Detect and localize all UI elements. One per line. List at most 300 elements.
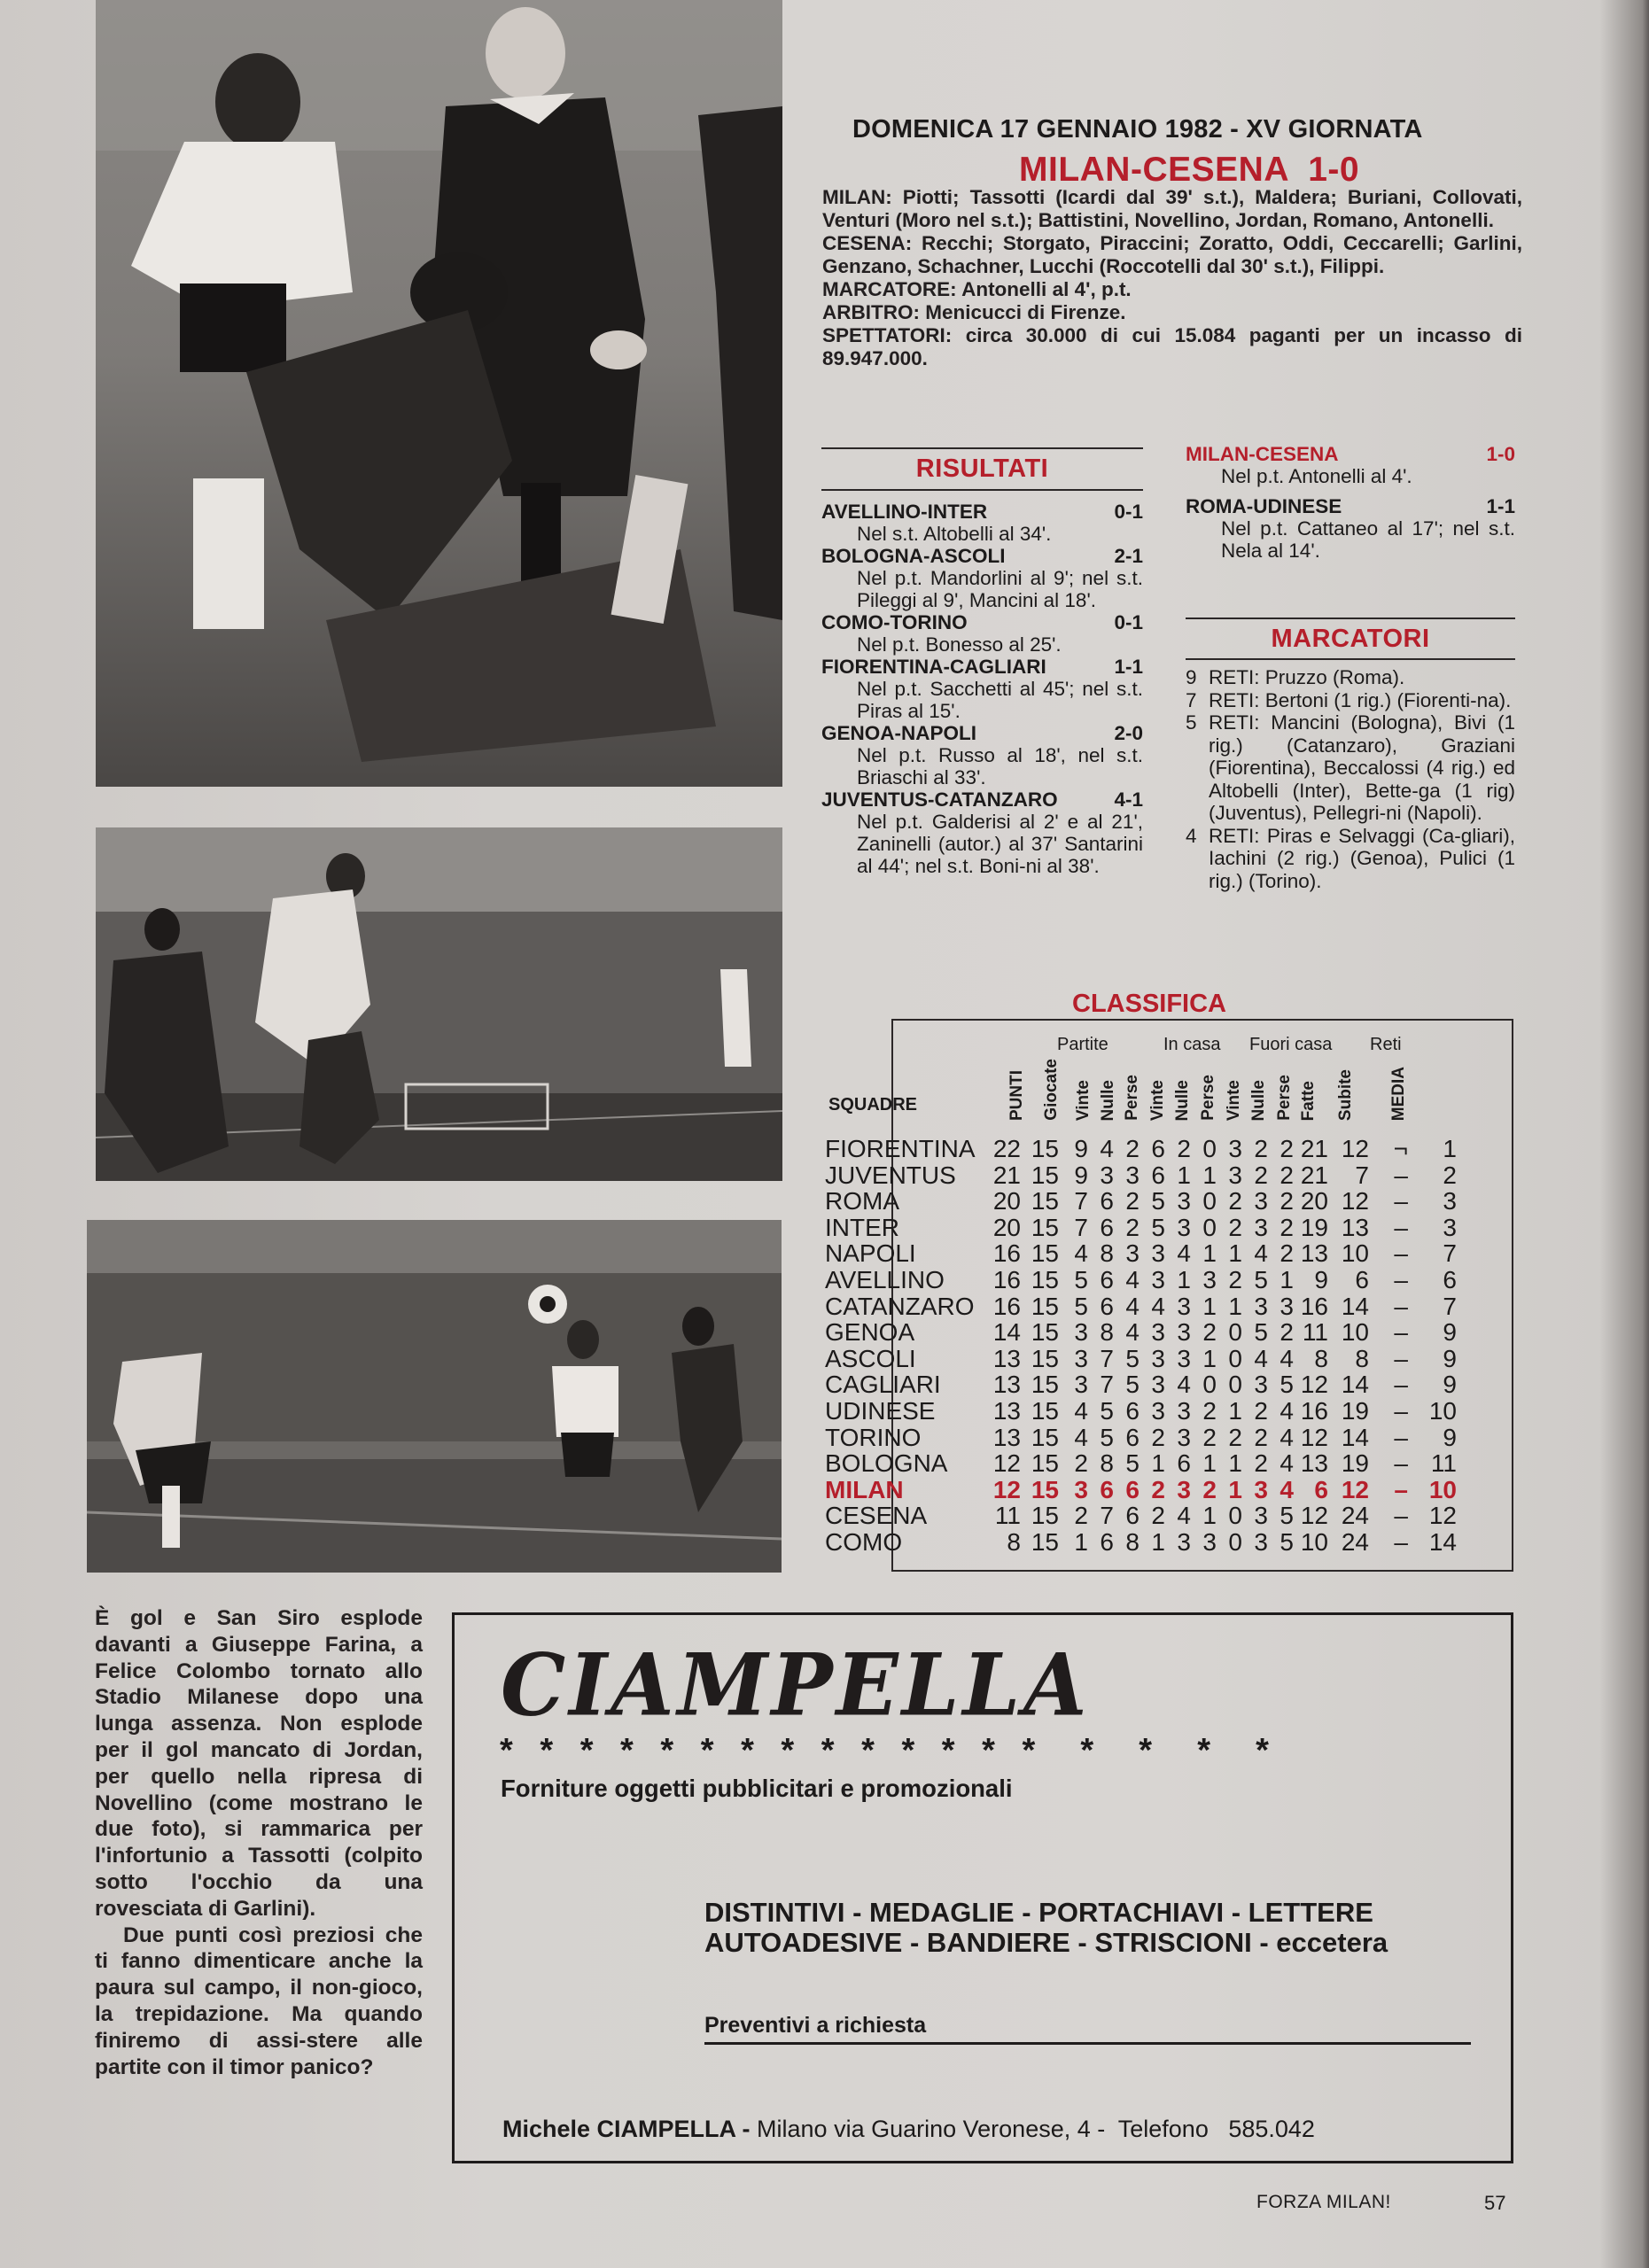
standings-cell: 1 (1202, 1502, 1217, 1530)
group-reti: Reti (1370, 1035, 1402, 1054)
standings-cell: 10 (1428, 1475, 1457, 1503)
scorer-names: RETI: Piras e Selvaggi (Ca-gliari), Iachini (2 rig.) (Genoa), Pulici (1 rig.) (Torino). (1209, 824, 1515, 892)
column-header: Perse (1199, 1075, 1217, 1121)
standings-cell: 4 (1074, 1396, 1088, 1425)
standings-cell: 3 (1125, 1161, 1140, 1189)
ad-contact-line (502, 2116, 1315, 2143)
standings-cell: 19 (1300, 1213, 1328, 1241)
standings-cell: 2 (1151, 1502, 1165, 1530)
classifica-table (825, 1136, 1457, 1556)
standings-cell: – (1394, 1213, 1408, 1241)
standings-cell: 3 (1202, 1265, 1217, 1293)
standings-cell: 15 (1031, 1344, 1059, 1372)
standings-cell: – (1394, 1318, 1408, 1347)
team-name: ROMA (825, 1187, 899, 1216)
standings-cell: 1 (1228, 1449, 1242, 1478)
marcatori-rule-top (1186, 617, 1515, 619)
result-match-row (821, 788, 1143, 811)
team-name: GENOA (825, 1318, 915, 1347)
goal-count: 4 (1186, 824, 1197, 847)
standings-cell: 4 (1125, 1265, 1140, 1293)
scorer-group (1186, 689, 1515, 712)
standings-cell: 12 (992, 1449, 1021, 1478)
standings-cell: 15 (1031, 1475, 1059, 1503)
standings-cell: 3 (1228, 1135, 1242, 1162)
standings-cell: 22 (992, 1135, 1021, 1162)
column-header: MEDIA (1389, 1066, 1408, 1121)
standings-cell: 1 (1202, 1292, 1217, 1320)
risultati-rule-top (821, 447, 1143, 449)
standings-cell: 12 (1300, 1371, 1328, 1399)
standings-cell: 15 (1031, 1213, 1059, 1241)
spectators-line: SPETTATORI: circa 30.000 di cui 15.084 paganti per un incasso di 89.947.000. (822, 324, 1522, 369)
standings-cell: 3 (1254, 1213, 1268, 1241)
marcatori-rule-bottom (1186, 658, 1515, 660)
standings-cell: 13 (1300, 1449, 1328, 1478)
standings-cell: 3 (1177, 1344, 1191, 1372)
result-match-row (1186, 495, 1515, 517)
standings-cell: 1 (1228, 1475, 1242, 1503)
standings-cell: 1 (1228, 1239, 1242, 1268)
scorer-group (1186, 825, 1515, 893)
standings-cell: 2 (1202, 1423, 1217, 1451)
result-teams: COMO-TORINO (821, 611, 968, 633)
group-partite: Partite (1057, 1035, 1108, 1054)
standings-cell: 4 (1254, 1239, 1268, 1268)
standings-cell: 9 (1074, 1161, 1088, 1189)
standings-cell: 15 (1031, 1239, 1059, 1268)
result-item (821, 611, 1143, 656)
standings-cell: 2 (1177, 1135, 1191, 1162)
standings-cell: 12 (992, 1475, 1021, 1503)
group-fuori-casa: Fuori casa (1249, 1035, 1333, 1054)
standings-cell: 12 (1300, 1502, 1328, 1530)
standings-cell: 9 (1074, 1135, 1088, 1162)
team-name: UDINESE (825, 1396, 936, 1425)
standings-row (825, 1188, 1457, 1215)
standings-cell: 6 (1355, 1265, 1369, 1293)
team-name: COMO (825, 1527, 903, 1556)
standings-cell: – (1394, 1502, 1408, 1530)
standings-cell: 3 (1151, 1318, 1165, 1347)
ad-product-line-1: DISTINTIVI - MEDAGLIE - PORTACHIAVI - LETTERE (704, 1897, 1373, 1928)
cesena-lineup: CESENA: Recchi; Storgato, Piraccini; Zoratto, Oddi, Ceccarelli; Garlini, Genzano, Schachner, Lucchi (Roccotelli dal 30' s.t.), Filippi. (822, 232, 1522, 277)
standings-cell: 3 (1177, 1292, 1191, 1320)
standings-cell: – (1394, 1396, 1408, 1425)
article-paragraph-1: È gol e San Siro esplode davanti a Giuseppe Farina, a Felice Colombo tornato allo Stadio Milanese dopo una lunga assenza. Non esplode per il gol mancato di Jordan, per quello nella ripresa di Novellino (come mostrano le due foto), si rammarica per l'infortunio a Tassotti (colpito sotto l'occhio da una rovesciata di Garlini). (95, 1606, 423, 1921)
standings-cell: 3 (1151, 1371, 1165, 1399)
standings-cell: 2 (1228, 1213, 1242, 1241)
standings-cell: 12 (1300, 1423, 1328, 1451)
standings-row (825, 1425, 1457, 1451)
standings-row (825, 1371, 1457, 1398)
standings-cell: 1 (1151, 1527, 1165, 1556)
standings-cell: 5 (1280, 1527, 1294, 1556)
result-item (821, 501, 1143, 545)
standings-cell: 0 (1228, 1344, 1242, 1372)
team-name: CESENA (825, 1502, 928, 1530)
standings-cell: 1 (1202, 1161, 1217, 1189)
standings-cell: 13 (992, 1423, 1021, 1451)
photo-header-attack-image (96, 827, 782, 1181)
standings-cell: 21 (1300, 1161, 1328, 1189)
standings-cell: 4 (1125, 1318, 1140, 1347)
standings-cell: 3 (1254, 1502, 1268, 1530)
standings-cell: – (1394, 1344, 1408, 1372)
standings-cell: 0 (1228, 1371, 1242, 1399)
standings-cell: 5 (1100, 1396, 1114, 1425)
risultati-title: RISULTATI (915, 454, 1049, 483)
page-number: 57 (1484, 2192, 1506, 2214)
result-item (821, 722, 1143, 788)
standings-cell: 6 (1125, 1502, 1140, 1530)
team-name: INTER (825, 1213, 899, 1241)
standings-cell: 3 (1177, 1213, 1191, 1241)
standings-cell: 8 (1355, 1344, 1369, 1372)
standings-cell: 7 (1443, 1239, 1457, 1268)
standings-cell: 2 (1443, 1161, 1457, 1189)
result-item (821, 788, 1143, 877)
standings-cell: 4 (1125, 1292, 1140, 1320)
standings-cell: 21 (1300, 1135, 1328, 1162)
result-item (1186, 495, 1515, 562)
result-match-row (821, 501, 1143, 523)
result-teams: FIORENTINA-CAGLIARI (821, 656, 1046, 678)
standings-cell: 15 (1031, 1423, 1059, 1451)
standings-row (825, 1346, 1457, 1372)
column-header: Perse (1275, 1075, 1294, 1121)
standings-cell: 3 (1443, 1213, 1457, 1241)
standings-cell: 11 (1302, 1318, 1328, 1347)
standings-cell: 5 (1151, 1213, 1165, 1241)
team-name: NAPOLI (825, 1239, 916, 1268)
goal-count: 5 (1186, 711, 1197, 734)
standings-cell: 6 (1177, 1449, 1191, 1478)
standings-cell: 4 (1177, 1371, 1191, 1399)
magazine-name: FORZA MILAN! (1256, 2192, 1391, 2212)
standings-cell: 5 (1280, 1371, 1294, 1399)
result-item (821, 656, 1143, 722)
standings-cell: 2 (1280, 1161, 1294, 1189)
standings-cell: 7 (1100, 1371, 1114, 1399)
photo-caption-article (95, 1605, 423, 2080)
result-match-row (821, 611, 1143, 633)
standings-cell: 9 (1443, 1371, 1457, 1399)
standings-cell: 2 (1125, 1187, 1140, 1216)
team-name: JUVENTUS (825, 1161, 956, 1189)
standings-cell: 0 (1202, 1187, 1217, 1216)
standings-cell: 13 (992, 1371, 1021, 1399)
standings-cell: 13 (1341, 1213, 1369, 1241)
standings-cell: 1 (1202, 1344, 1217, 1372)
standings-cell: 5 (1254, 1318, 1268, 1347)
scorer-group (1186, 666, 1515, 689)
standings-cell: 2 (1280, 1318, 1294, 1347)
result-score: 4-1 (1114, 788, 1143, 811)
standings-cell: 9 (1443, 1423, 1457, 1451)
standings-cell: 4 (1280, 1475, 1294, 1503)
standings-cell: – (1394, 1161, 1408, 1189)
standings-cell: 19 (1341, 1449, 1369, 1478)
column-header: Nulle (1249, 1079, 1268, 1121)
standings-cell: 5 (1125, 1344, 1140, 1372)
standings-cell: 14 (992, 1318, 1021, 1347)
standings-cell: 3 (1228, 1161, 1242, 1189)
standings-cell: 16 (1300, 1396, 1328, 1425)
standings-cell: 15 (1031, 1265, 1059, 1293)
standings-cell: 3 (1177, 1423, 1191, 1451)
standings-cell: – (1394, 1475, 1408, 1503)
standings-cell: 4 (1177, 1239, 1191, 1268)
standings-cell: 0 (1228, 1502, 1242, 1530)
standings-cell: 5 (1125, 1449, 1140, 1478)
standings-cell: 3 (1280, 1292, 1294, 1320)
article-paragraph-2: Due punti così preziosi che ti fanno dimenticare anche la paura sul campo, il non-gioco, la trepidazione. Ma quando finiremo di assi-stere alle partite con il timor panico? (95, 1922, 423, 2079)
standings-cell: 2 (1254, 1449, 1268, 1478)
standings-row (825, 1529, 1457, 1556)
ciampella-logo: CIAMPELLA (501, 1635, 1091, 1736)
standings-cell: 3 (1074, 1475, 1088, 1503)
standings-cell: 6 (1314, 1475, 1328, 1503)
standings-cell: 4 (1280, 1396, 1294, 1425)
standings-cell: 6 (1100, 1213, 1114, 1241)
milan-lineup: MILAN: Piotti; Tassotti (Icardi dal 39' s.t.), Maldera; Buriani, Collovati, Venturi (Moro nel s.t.); Battistini, Novellino, Jordan, Romano, Antonelli. (822, 186, 1522, 231)
standings-cell: – (1394, 1187, 1408, 1216)
result-teams: GENOA-NAPOLI (821, 722, 977, 744)
standings-cell: 15 (1031, 1449, 1059, 1478)
ad-star-row: * * * * * * * * * * * * * * * * * * (500, 1732, 1278, 1769)
standings-cell: 3 (1177, 1396, 1191, 1425)
standings-cell: 7 (1443, 1292, 1457, 1320)
scorer-names: RETI: Mancini (Bologna), Bivi (1 rig.) (Catanzaro), Graziani (Fiorentina), Beccalossi (4 rig.) ed Altobelli (Inter), Bette-ga (1 rig) (Juventus), Pellegri-ni (Napoli). (1209, 711, 1515, 824)
standings-cell: 4 (1254, 1344, 1268, 1372)
standings-cell: 4 (1280, 1344, 1294, 1372)
column-header: Nulle (1099, 1079, 1117, 1121)
column-header: Nulle (1173, 1079, 1192, 1121)
standings-cell: 2 (1074, 1502, 1088, 1530)
standings-row (825, 1215, 1457, 1241)
squadre-header: SQUADRE (828, 1095, 918, 1115)
standings-cell: 2 (1202, 1318, 1217, 1347)
standings-cell: – (1394, 1423, 1408, 1451)
standings-cell: 2 (1202, 1396, 1217, 1425)
result-scorers: Nel s.t. Altobelli al 34'. (857, 523, 1052, 545)
team-name: CATANZARO (825, 1292, 975, 1320)
standings-cell: 0 (1228, 1527, 1242, 1556)
result-teams: MILAN-CESENA (1186, 443, 1339, 465)
ad-contact-address: Milano via Guarino Veronese, 4 - Telefono 585.042 (750, 2116, 1315, 2142)
standings-cell: 15 (1031, 1187, 1059, 1216)
standings-cell: 1 (1177, 1265, 1191, 1293)
team-name: MILAN (825, 1475, 904, 1503)
standings-cell: 6 (1100, 1265, 1114, 1293)
result-match-row (821, 545, 1143, 567)
standings-cell: ¬ (1393, 1135, 1408, 1162)
standings-cell: 3 (1151, 1239, 1165, 1268)
standings-cell: 15 (1031, 1318, 1059, 1347)
standings-cell: 3 (1254, 1292, 1268, 1320)
result-score: 1-0 (1486, 443, 1515, 465)
standings-cell: 21 (992, 1161, 1021, 1189)
standings-cell: 11 (994, 1502, 1021, 1530)
standings-cell: 12 (1341, 1475, 1369, 1503)
standings-cell: 16 (992, 1239, 1021, 1268)
standings-cell: 15 (1031, 1135, 1059, 1162)
standings-cell: 3 (1151, 1265, 1165, 1293)
standings-cell: 3 (1177, 1187, 1191, 1216)
result-scorers: Nel p.t. Sacchetti al 45'; nel s.t. Piras al 15'. (857, 678, 1143, 722)
standings-cell: 6 (1125, 1475, 1140, 1503)
standings-cell: 6 (1151, 1161, 1165, 1189)
standings-cell: 8 (1100, 1318, 1114, 1347)
standings-cell: 20 (992, 1187, 1021, 1216)
standings-cell: 3 (1177, 1475, 1191, 1503)
standings-cell: 2 (1202, 1475, 1217, 1503)
standings-cell: 3 (1443, 1187, 1457, 1216)
standings-cell: 3 (1151, 1396, 1165, 1425)
column-header: Vinte (1074, 1079, 1093, 1121)
risultati-rule-bottom (821, 489, 1143, 491)
standings-cell: 16 (992, 1292, 1021, 1320)
team-name: TORINO (825, 1423, 922, 1451)
standings-cell: 20 (992, 1213, 1021, 1241)
standings-cell: 3 (1100, 1161, 1114, 1189)
standings-cell: 5 (1100, 1423, 1114, 1451)
standings-cell: 16 (1300, 1292, 1328, 1320)
standings-cell: 7 (1100, 1344, 1114, 1372)
result-score: 1-1 (1486, 495, 1515, 517)
ad-tagline: Forniture oggetti pubblicitari e promozionali (501, 1775, 1013, 1802)
standings-cell: 8 (1100, 1239, 1114, 1268)
standings-cell: 2 (1125, 1135, 1140, 1162)
standings-cell: 2 (1254, 1423, 1268, 1451)
result-score: 2-0 (1114, 722, 1143, 744)
standings-cell: 4 (1074, 1239, 1088, 1268)
standings-row (825, 1136, 1457, 1162)
standings-cell: 3 (1254, 1371, 1268, 1399)
column-header: PUNTI (1007, 1070, 1026, 1121)
standings-cell: – (1394, 1527, 1408, 1556)
standings-cell: 19 (1341, 1396, 1369, 1425)
standings-cell: 2 (1280, 1239, 1294, 1268)
photo-injury-referee-image (96, 0, 782, 787)
standings-cell: 5 (1125, 1371, 1140, 1399)
ad-divider (704, 2042, 1471, 2045)
photo-header-attack (96, 827, 782, 1181)
result-scorers: Nel p.t. Mandorlini al 9'; nel s.t. Pileggi al 9', Mancini al 18'. (857, 567, 1143, 611)
standings-cell: 3 (1202, 1527, 1217, 1556)
standings-cell: 1 (1177, 1161, 1191, 1189)
result-teams: ROMA-UDINESE (1186, 495, 1342, 517)
standings-cell: 15 (1031, 1502, 1059, 1530)
standings-cell: 3 (1254, 1187, 1268, 1216)
scorer-names: RETI: Bertoni (1 rig.) (Fiorenti-na). (1209, 688, 1512, 711)
standings-cell: – (1394, 1449, 1408, 1478)
standings-cell: – (1394, 1292, 1408, 1320)
standings-cell: 4 (1151, 1292, 1165, 1320)
standings-cell: 0 (1202, 1135, 1217, 1162)
standings-cell: 7 (1100, 1502, 1114, 1530)
result-match-row (821, 656, 1143, 678)
standings-cell: 1 (1151, 1449, 1165, 1478)
standings-cell: 2 (1228, 1265, 1242, 1293)
marcatori-title: MARCATORI (1271, 625, 1430, 653)
standings-cell: 3 (1074, 1344, 1088, 1372)
standings-cell: 6 (1443, 1265, 1457, 1293)
standings-cell: 14 (1341, 1423, 1369, 1451)
standings-cell: 2 (1254, 1396, 1268, 1425)
marcatori-list (1186, 666, 1515, 892)
result-match-row (1186, 443, 1515, 465)
standings-cell: 4 (1100, 1135, 1114, 1162)
ad-product-line-2: AUTOADESIVE - BANDIERE - STRISCIONI - eccetera (704, 1927, 1388, 1958)
standings-cell: 2 (1254, 1161, 1268, 1189)
group-in-casa: In casa (1163, 1035, 1221, 1054)
standings-cell: 2 (1074, 1449, 1088, 1478)
team-name: AVELLINO (825, 1265, 945, 1293)
result-scorers: Nel p.t. Bonesso al 25'. (857, 633, 1062, 656)
scorer-names: RETI: Pruzzo (Roma). (1209, 666, 1405, 688)
standings-cell: 1 (1074, 1527, 1088, 1556)
standings-cell: 10 (1341, 1239, 1369, 1268)
goal-count: 9 (1186, 666, 1197, 688)
standings-row (825, 1267, 1457, 1293)
standings-cell: 6 (1125, 1396, 1140, 1425)
result-match-row (821, 722, 1143, 744)
standings-cell: 10 (1428, 1396, 1457, 1425)
photo-injury-referee (96, 0, 782, 787)
photo-goalkeeper-ball (87, 1220, 782, 1573)
standings-cell: 1 (1228, 1292, 1242, 1320)
standings-cell: 13 (992, 1344, 1021, 1372)
standings-cell: 4 (1280, 1423, 1294, 1451)
standings-cell: 14 (1341, 1371, 1369, 1399)
ad-contact-name: Michele CIAMPELLA - (502, 2116, 751, 2142)
team-name: CAGLIARI (825, 1371, 941, 1399)
column-header: Vinte (1225, 1079, 1243, 1121)
standings-cell: 14 (1341, 1292, 1369, 1320)
standings-cell: 0 (1202, 1213, 1217, 1241)
standings-row (825, 1293, 1457, 1320)
column-header: Subite (1336, 1068, 1355, 1121)
standings-cell: 0 (1202, 1371, 1217, 1399)
standings-cell: 24 (1341, 1527, 1369, 1556)
result-scorers: Nel p.t. Russo al 18', nel s.t. Briaschi al 33'. (857, 744, 1143, 788)
team-name: ASCOLI (825, 1344, 916, 1372)
standings-cell: 2 (1228, 1423, 1242, 1451)
column-header: Perse (1123, 1075, 1141, 1121)
standings-cell: 7 (1355, 1161, 1369, 1189)
standings-cell: 8 (1100, 1449, 1114, 1478)
team-name: BOLOGNA (825, 1449, 948, 1478)
standings-cell: 5 (1074, 1292, 1088, 1320)
standings-cell: 5 (1074, 1265, 1088, 1293)
standings-cell: 12 (1341, 1187, 1369, 1216)
standings-cell: 7 (1074, 1213, 1088, 1241)
referee-line: ARBITRO: Menicucci di Firenze. (822, 301, 1126, 323)
column-header: Vinte (1148, 1079, 1167, 1121)
standings-cell: 14 (1428, 1527, 1457, 1556)
result-score: 0-1 (1114, 611, 1143, 633)
match-date-line: DOMENICA 17 GENNAIO 1982 - XV GIORNATA (852, 115, 1423, 144)
standings-cell: 1 (1202, 1449, 1217, 1478)
match-report (822, 186, 1522, 370)
standings-cell: 13 (992, 1396, 1021, 1425)
standings-cell: 6 (1100, 1527, 1114, 1556)
standings-cell: 2 (1280, 1135, 1294, 1162)
standings-cell: 3 (1074, 1318, 1088, 1347)
standings-row (825, 1450, 1457, 1477)
